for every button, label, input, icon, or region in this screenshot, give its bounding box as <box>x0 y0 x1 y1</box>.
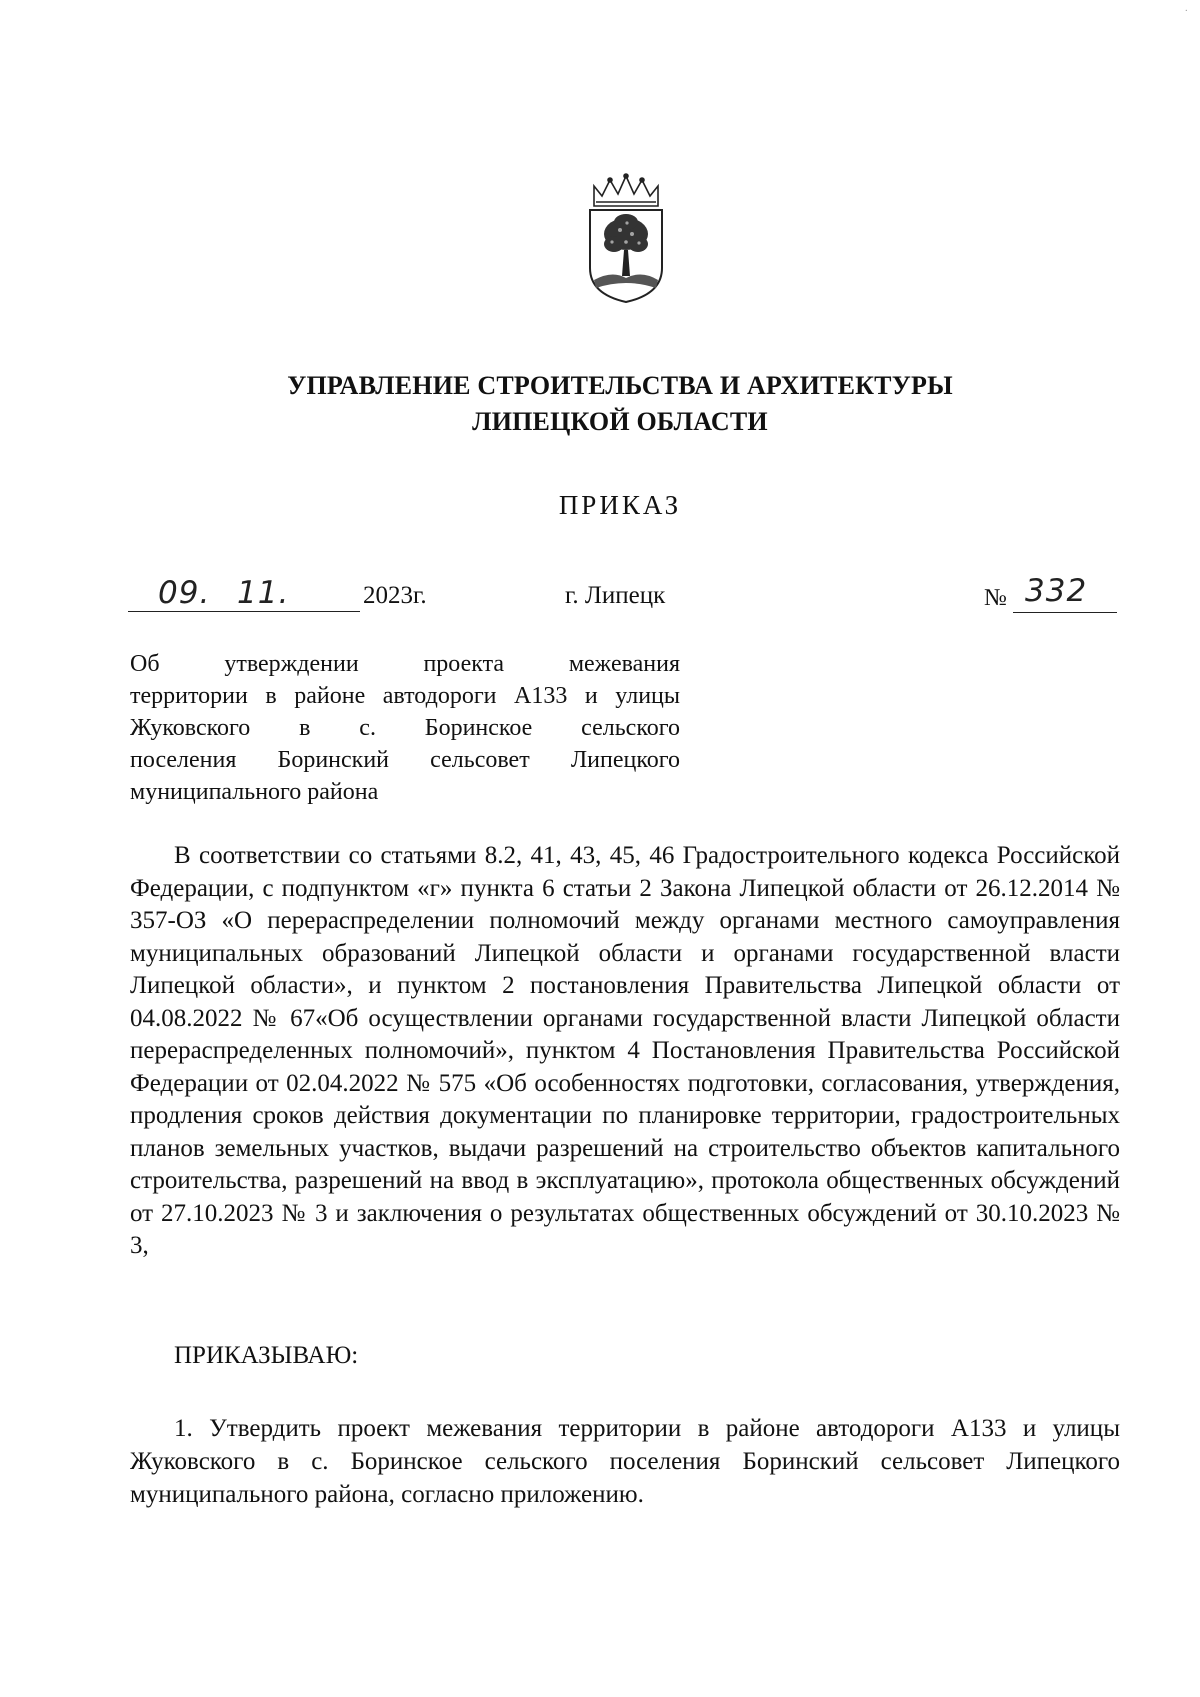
subject-line: Об утверждении проекта межевания <box>130 651 680 677</box>
handwritten-date-month: 11. <box>237 575 290 611</box>
number-sign: № <box>984 585 1007 611</box>
organization-title-line-1: УПРАВЛЕНИЕ СТРОИТЕЛЬСТВА И АРХИТЕКТУРЫ <box>287 371 953 400</box>
subject-line: поселения Боринский сельсовет Липецкого <box>130 747 680 773</box>
organization-title-line-2: ЛИПЕЦКОЙ ОБЛАСТИ <box>472 407 768 436</box>
document-type: ПРИКАЗ <box>558 490 682 520</box>
subject-line: территории в районе автодороги А133 и улицы <box>130 683 680 709</box>
city: г. Липецк <box>565 582 666 609</box>
date-number-row <box>0 575 1200 625</box>
order-directive: ПРИКАЗЫВАЮ: <box>174 1342 359 1369</box>
coat-of-arms-icon <box>582 172 670 306</box>
date-underline <box>128 611 360 612</box>
handwritten-date-day: 09. <box>158 575 211 611</box>
order-item-1: 1. Утвердить проект межевания территории в районе автодороги А133 и улицы Жуковского в с. Боринское сельского поселения Боринский сельсовет Липецкого муниципального района, согласно приложению. <box>130 1415 1120 1508</box>
number-underline <box>1013 612 1117 613</box>
handwritten-order-number: 332 <box>1025 573 1088 609</box>
preamble-paragraph: В соответствии со статьями 8.2, 41, 43, 45, 46 Градостроительного кодекса Российской Федерации, с подпунктом «г» пункта 6 статьи 2 Закона Липецкой области от 26.12.2014 № 357-ОЗ «О перераспределении полномочий между органами местного самоуправления муниципальных образований Липецкой области и органами государственной власти Липецкой области», и пунктом 2 постановления Правительства Липецкой области от 04.08.2022 № 67«Об осуществлении органами государственной власти Липецкой области перераспределенных полномочий», пунктом 4 Постановления Правительства Российской Федерации от 02.04.2022 № 575 «Об особенностях подготовки, согласования, утверждения, продления сроков действия документации по планировке территории, градостроительных планов земельных участков, выдачи разрешений на строительство объектов капитального строительства, разрешений на ввод в эксплуатацию», протокола общественных обсуждений от 27.10.2023 № 3 и заключения о результатах общественных обсуждений от 30.10.2023 № 3, <box>130 842 1120 1259</box>
order-subject <box>130 648 680 808</box>
organization-title <box>160 368 1080 440</box>
subject-line: Жуковского в с. Боринское сельского <box>130 715 680 741</box>
subject-line: муниципального района <box>130 779 379 805</box>
date-year: 2023г. <box>363 582 427 609</box>
scan-corner-mark: · <box>1184 6 1188 17</box>
